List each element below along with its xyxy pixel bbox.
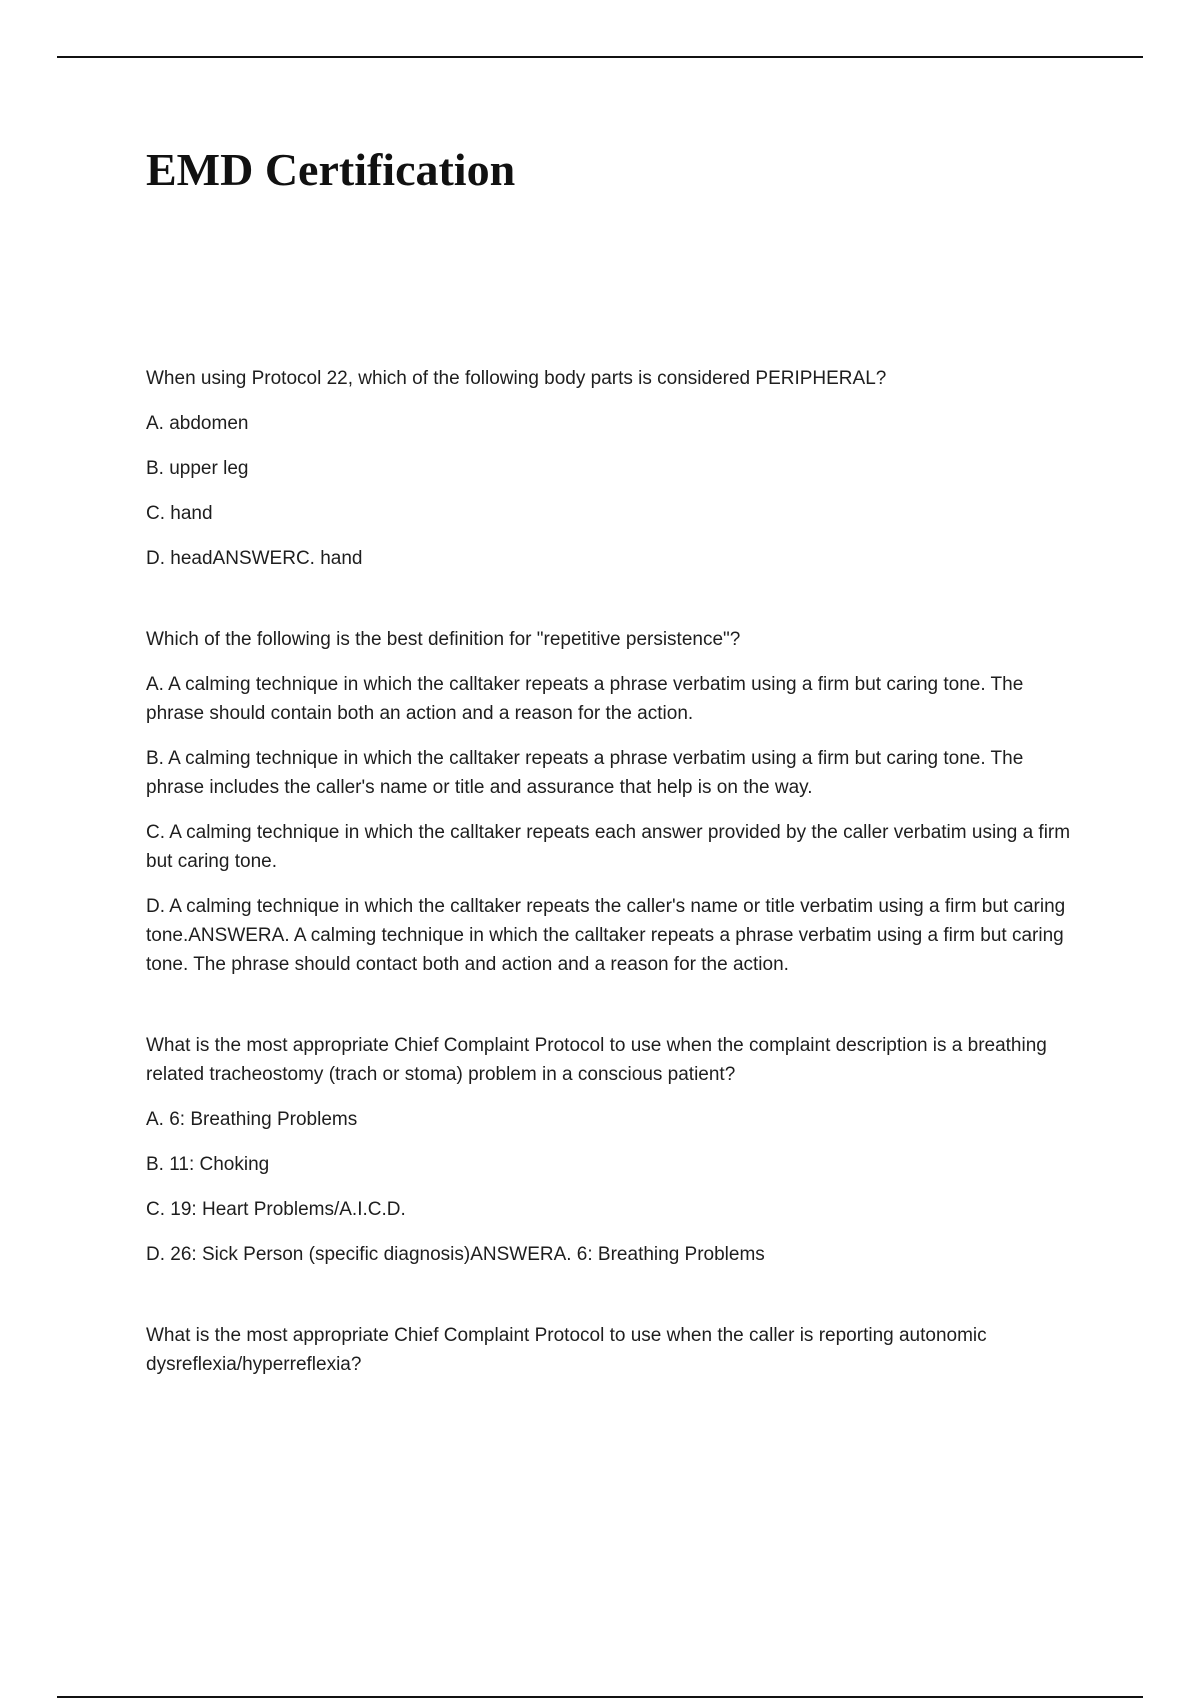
question-block-3 <box>146 1031 1086 1269</box>
option-a: A. 6: Breathing Problems <box>146 1109 358 1130</box>
bottom-rule <box>57 1696 1143 1698</box>
question-block-4 <box>146 1321 1086 1379</box>
option-c: C. A calming technique in which the calltaker repeats each answer provided by the caller verbatim using a firm but caring tone. <box>146 822 1071 872</box>
document-title: EMD Certification <box>146 144 516 195</box>
option-a: A. A calming technique in which the calltaker repeats a phrase verbatim using a firm but caring tone. The phrase should contain both an action and a reason for the action. <box>146 674 1024 724</box>
option-c: C. 19: Heart Problems/A.I.C.D. <box>146 1199 406 1220</box>
option-a: A. abdomen <box>146 413 249 434</box>
question-text: When using Protocol 22, which of the following body parts is considered PERIPHERAL? <box>146 368 887 389</box>
option-d-with-answer: D. headANSWERC. hand <box>146 548 363 569</box>
question-block-2 <box>146 625 1086 979</box>
question-list <box>146 364 1086 1431</box>
option-b: B. upper leg <box>146 458 249 479</box>
option-c: C. hand <box>146 503 213 524</box>
option-b: B. A calming technique in which the calltaker repeats a phrase verbatim using a firm but caring tone. The phrase includes the caller's name or title and assurance that help is on the way. <box>146 748 1024 798</box>
question-block-1 <box>146 364 1086 573</box>
top-rule <box>57 56 1143 58</box>
option-d-with-answer: D. A calming technique in which the calltaker repeats the caller's name or title verbatim using a firm but caring tone.ANSWERA. A calming technique in which the calltaker repeats a phrase verbatim using a firm but caring tone. The phrase should contact both and action and a reason for the action. <box>146 896 1066 975</box>
question-text: What is the most appropriate Chief Complaint Protocol to use when the complaint description is a breathing related tracheostomy (trach or stoma) problem in a conscious patient? <box>146 1035 1047 1085</box>
question-text: What is the most appropriate Chief Complaint Protocol to use when the caller is reporting autonomic dysreflexia/hyperreflexia? <box>146 1325 987 1375</box>
option-b: B. 11: Choking <box>146 1154 270 1175</box>
option-d-with-answer: D. 26: Sick Person (specific diagnosis)ANSWERA. 6: Breathing Problems <box>146 1244 765 1265</box>
question-text: Which of the following is the best definition for "repetitive persistence"? <box>146 629 741 650</box>
